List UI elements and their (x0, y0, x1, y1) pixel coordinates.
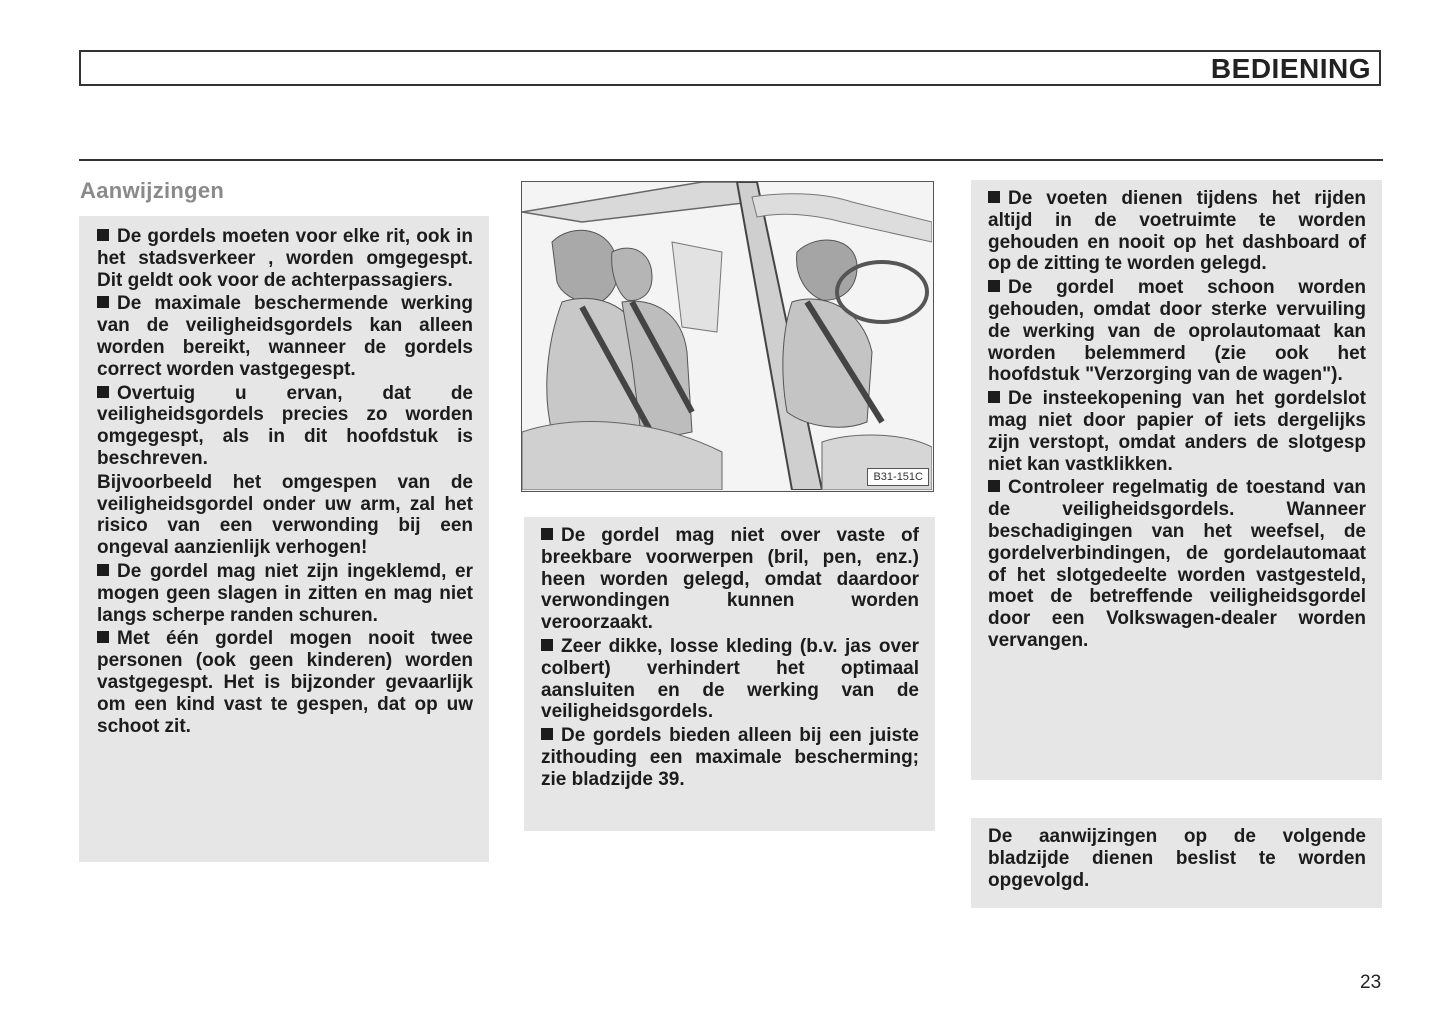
car-interior-illustration (522, 182, 932, 490)
section-title: Aanwijzingen (80, 178, 225, 203)
paragraph: De gordels bieden alleen bij een juiste zithouding een maximale bescherming; zie bladzijde 39. (541, 725, 919, 790)
paragraph: Zeer dikke, losse kleding (b.v. jas over colbert) verhindert het optimaal aansluiten en de werking van de veiligheidsgordels. (541, 635, 919, 723)
bullet-icon (97, 631, 109, 643)
page-number: 23 (1360, 972, 1382, 993)
paragraph: Controleer regelmatig de toestand van de veiligheidsgordels. Wanneer beschadigingen van het weefsel, de gordelverbindingen, de gordelautomaat of het slotgedeelte worden vastgesteld, moet de betreffende veiligheidsgordel door een Volkswagen-dealer worden vervangen. (988, 477, 1366, 651)
bullet-icon (988, 280, 1000, 292)
paragraph: Overtuig u ervan, dat de veiligheidsgordels precies zo worden omgegespt, als in dit hoofdstuk is beschreven. (97, 382, 473, 469)
chapter-title: BEDIENING (1210, 53, 1371, 84)
note-text: De aanwijzingen op de volgende bladzijde dienen beslist te worden opgevolgd. (988, 826, 1366, 891)
bullet-icon (988, 391, 1000, 403)
bullet-icon (97, 564, 109, 576)
paragraph: De insteekopening van het gordelslot mag niet door papier of iets dergelijks zijn verstopt, omdat anders de slotgesp niet kan vastklikken. (988, 388, 1366, 475)
paragraph: De gordel moet schoon worden gehouden, omdat door sterke vervuiling de werking van de oprolautomaat kan worden belemmerd (zie ook het hoofdstuk "Verzorging van de wagen"). (988, 277, 1366, 386)
bullet-icon (97, 296, 109, 308)
bullet-icon (541, 528, 553, 540)
paragraph: De voeten dienen tijdens het rijden altijd in de voetruimte te worden gehouden en nooit op het dashboard of op de zitting te worden gelegd. (988, 188, 1366, 275)
header-box (79, 50, 1381, 86)
paragraph: De gordel mag niet over vaste of breekbare voorwerpen (bril, pen, enz.) heen worden gelegd, omdat daardoor verwondingen kunnen worden veroorzaakt. (541, 525, 919, 634)
bullet-icon (988, 480, 1000, 492)
bullet-icon (541, 639, 553, 651)
bullet-icon (988, 191, 1000, 203)
paragraph: De maximale beschermende werking van de veiligheidsgordels kan alleen worden bereikt, wanneer de gordels correct worden vastgegespt. (97, 293, 473, 380)
bullet-icon (97, 386, 109, 398)
bullet-icon (541, 728, 553, 740)
instructions-panel-right (971, 180, 1382, 780)
bullet-icon (97, 229, 109, 241)
instructions-panel-left (79, 216, 489, 862)
paragraph: Bijvoorbeeld het omgespen van de veiligheidsgordel onder uw arm, zal het risico van een verwonding bij een ongeval aanzienlijk verhogen! (97, 471, 473, 559)
paragraph: Met één gordel mogen nooit twee personen (ook geen kinderen) worden vastgegespt. Het is bijzonder gevaarlijk om een kind vast te gespen, dat op uw schoot zit. (97, 628, 473, 737)
figure-code-label: B31-151C (867, 468, 929, 486)
paragraph: De gordels moeten voor elke rit, ook in het stadsverkeer , worden omgegespt. Dit geldt ook voor de achterpassagiers. (97, 226, 473, 291)
paragraph: De gordel mag niet zijn ingeklemd, er mogen geen slagen in zitten en mag niet langs scherpe randen schuren. (97, 560, 473, 626)
instructions-panel-middle (524, 517, 935, 831)
seatbelt-illustration (521, 181, 934, 492)
horizontal-rule (79, 159, 1383, 161)
note-panel (971, 818, 1382, 908)
